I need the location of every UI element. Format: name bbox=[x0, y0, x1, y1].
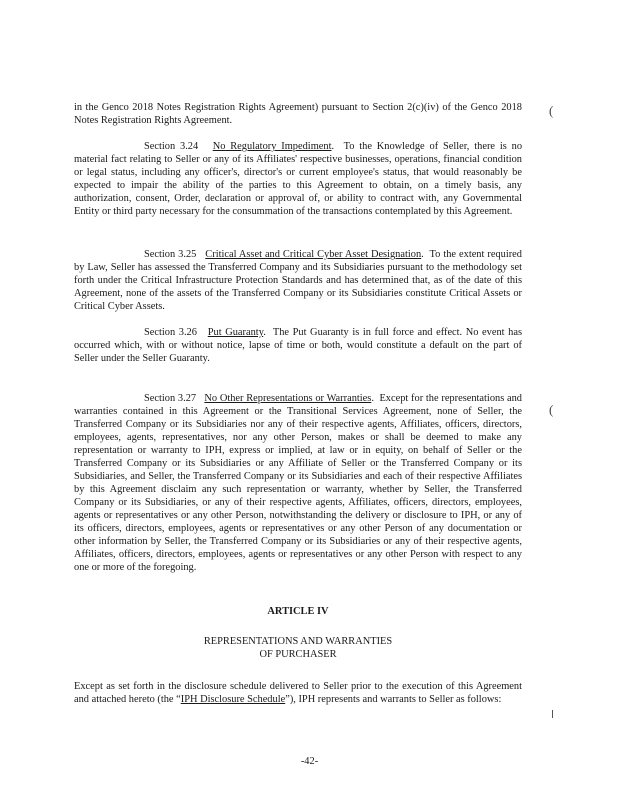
article-intro-paragraph bbox=[74, 680, 522, 706]
section-heading: Critical Asset and Critical Cyber Asset Designation bbox=[205, 249, 422, 260]
intro-after: ”), IPH represents and warrants to Seller as follows: bbox=[285, 694, 502, 705]
section-body: Except for the representations and warranties contained in this Agreement or the Transitional Services Agreement, none of Seller, the Transferred Company or its Subsidiaries nor any of their respective agents, Affiliates, officers, directors, employees, agents, representatives, nor any other Person, makes or shall be deemed to make any representation or warranty to IPH, express or implied, at law or in equity, on behalf of Seller or the Transferred Company or its Subsidiaries or any Affiliate of Seller or the Transferred Company or its Subsidiaries, and Seller, the Transferred Company or its Subsidiaries and each of their respective Affiliates by this Agreement disclaim any such representation or warranty, whether by Seller, the Transferred Company or its Subsidiaries, or any of their respective agents, Affiliates, officers, directors, employees, agents or representatives or any other Person, notwithstanding the delivery or disclosure to IPH, or any of its officers, directors, employees, agents or representatives or any other Person of any documentation or other information by Seller, the Transferred Company or its Subsidiaries or any of their respective agents, Affiliates, officers, directors, employees, agents or representatives or any other Person with respect to any one or more of the foregoing. bbox=[74, 393, 523, 573]
section-3-25: Section 3.25 Critical Asset and Critical Cyber Asset Designation. To the extent required by Law, Seller has assessed the Transferred Company and its Subsidiaries pursuant to the methodology set forth under the Critical Infrastructure Protection Standards and has determined that, as of the date of this Agreement, none of the assets of the Transferred Company or its Subsidiaries constitute Critical Assets or Critical Cyber Assets. bbox=[74, 249, 522, 312]
margin-mark-top: ( bbox=[549, 103, 554, 118]
intro-defined-term: IPH Disclosure Schedule bbox=[180, 694, 286, 705]
margin-tick-bottom bbox=[552, 710, 553, 718]
article-subtitle-line-2: OF PURCHASER bbox=[259, 649, 337, 660]
section-number: Section 3.27 bbox=[144, 393, 197, 404]
section-heading: No Other Representations or Warranties bbox=[204, 393, 372, 404]
section-number: Section 3.24 bbox=[144, 141, 199, 152]
section-3-26: Section 3.26 Put Guaranty. The Put Guaranty is in full force and effect. No event has occurred which, with or without notice, lapse of time or both, would constitute a default on the part of Seller under the Seller Guaranty. bbox=[74, 327, 523, 364]
article-title: ARTICLE IV bbox=[267, 606, 329, 617]
section-number: Section 3.26 bbox=[144, 327, 197, 338]
section-3-27: Section 3.27 No Other Representations or Warranties. Except for the representations and warranties contained in this Agreement or the Transitional Services Agreement, none of Seller, the Transferred Company or its Subsidiaries nor any of their respective agents, Affiliates, officers, directors, employees, agents, representatives, nor any other Person, makes or shall be deemed to make any representation or warranty to IPH, express or implied, at law or in equity, on behalf of Seller or the Transferred Company or its Subsidiaries or any Affiliate of Seller or the Transferred Company or its Subsidiaries, and Seller, the Transferred Company or its Subsidiaries and each of their respective Affiliates by this Agreement disclaim any such representation or warranty, whether by Seller, the Transferred Company or its Subsidiaries, or any of their respective agents, Affiliates, officers, directors, employees, agents or representatives or any other Person, notwithstanding the delivery or disclosure to IPH, or any of its officers, directors, employees, agents or representatives or any other Person of any documentation or other information by Seller, the Transferred Company or its Subsidiaries or any of their respective agents, Affiliates, officers, directors, employees, agents or representatives or any other Person with respect to any one or more of the foregoing. bbox=[74, 393, 523, 573]
section-body: To the extent required by Law, Seller has assessed the Transferred Company and its Subsidiaries pursuant to the methodology set forth under the Critical Infrastructure Protection Standards and has determined that, as of the date of this Agreement, none of the assets of the Transferred Company or its Subsidiaries constitute Critical Assets or Critical Cyber Assets. bbox=[74, 249, 522, 312]
section-3-24: Section 3.24 No Regulatory Impediment. To the Knowledge of Seller, there is no material fact relating to Seller or any of its Affiliates' respective businesses, operations, financial condition or legal status, including any officer's, director's or current employee's status, that would reasonably be expected to impair the ability of the parties to this Agreement to obtain, on a timely basis, any authorization, consent, Order, declaration or approval of, or ability to contract with, any Governmental Entity or third party necessary for the consummation of the transactions contemplated by this Agreement. bbox=[74, 141, 523, 217]
page-number: -42- bbox=[300, 756, 319, 767]
section-body: The Put Guaranty is in full force and effect. No event has occurred which, with or without notice, lapse of time or both, would constitute a default on the part of Seller under the Seller Guaranty. bbox=[74, 327, 523, 364]
continuation-text: in the Genco 2018 Notes Registration Rights Agreement) pursuant to Section 2(c)(iv) of the Genco 2018 Notes Registration Rights Agreement. bbox=[74, 102, 522, 126]
continuation-paragraph bbox=[74, 101, 522, 127]
intro-before: Except as set forth in the disclosure schedule delivered to Seller prior to the execution of this Agreement and attached hereto (the “ bbox=[74, 681, 522, 705]
section-body: To the Knowledge of Seller, there is no material fact relating to Seller or any of its Affiliates' respective businesses, operations, financial condition or legal status, including any officer's, director's or current employee's status, that would reasonably be expected to impair the ability of the parties to this Agreement to obtain, on a timely basis, any authorization, consent, Order, declaration or approval of, or ability to contract with, any Governmental Entity or third party necessary for the consummation of the transactions contemplated by this Agreement. bbox=[74, 141, 523, 217]
section-heading: Put Guaranty bbox=[207, 327, 264, 338]
section-heading: No Regulatory Impediment bbox=[212, 141, 332, 152]
section-number: Section 3.25 bbox=[144, 249, 197, 260]
article-subtitle-line-1: REPRESENTATIONS AND WARRANTIES bbox=[203, 636, 393, 647]
margin-mark-middle: ( bbox=[549, 402, 554, 417]
